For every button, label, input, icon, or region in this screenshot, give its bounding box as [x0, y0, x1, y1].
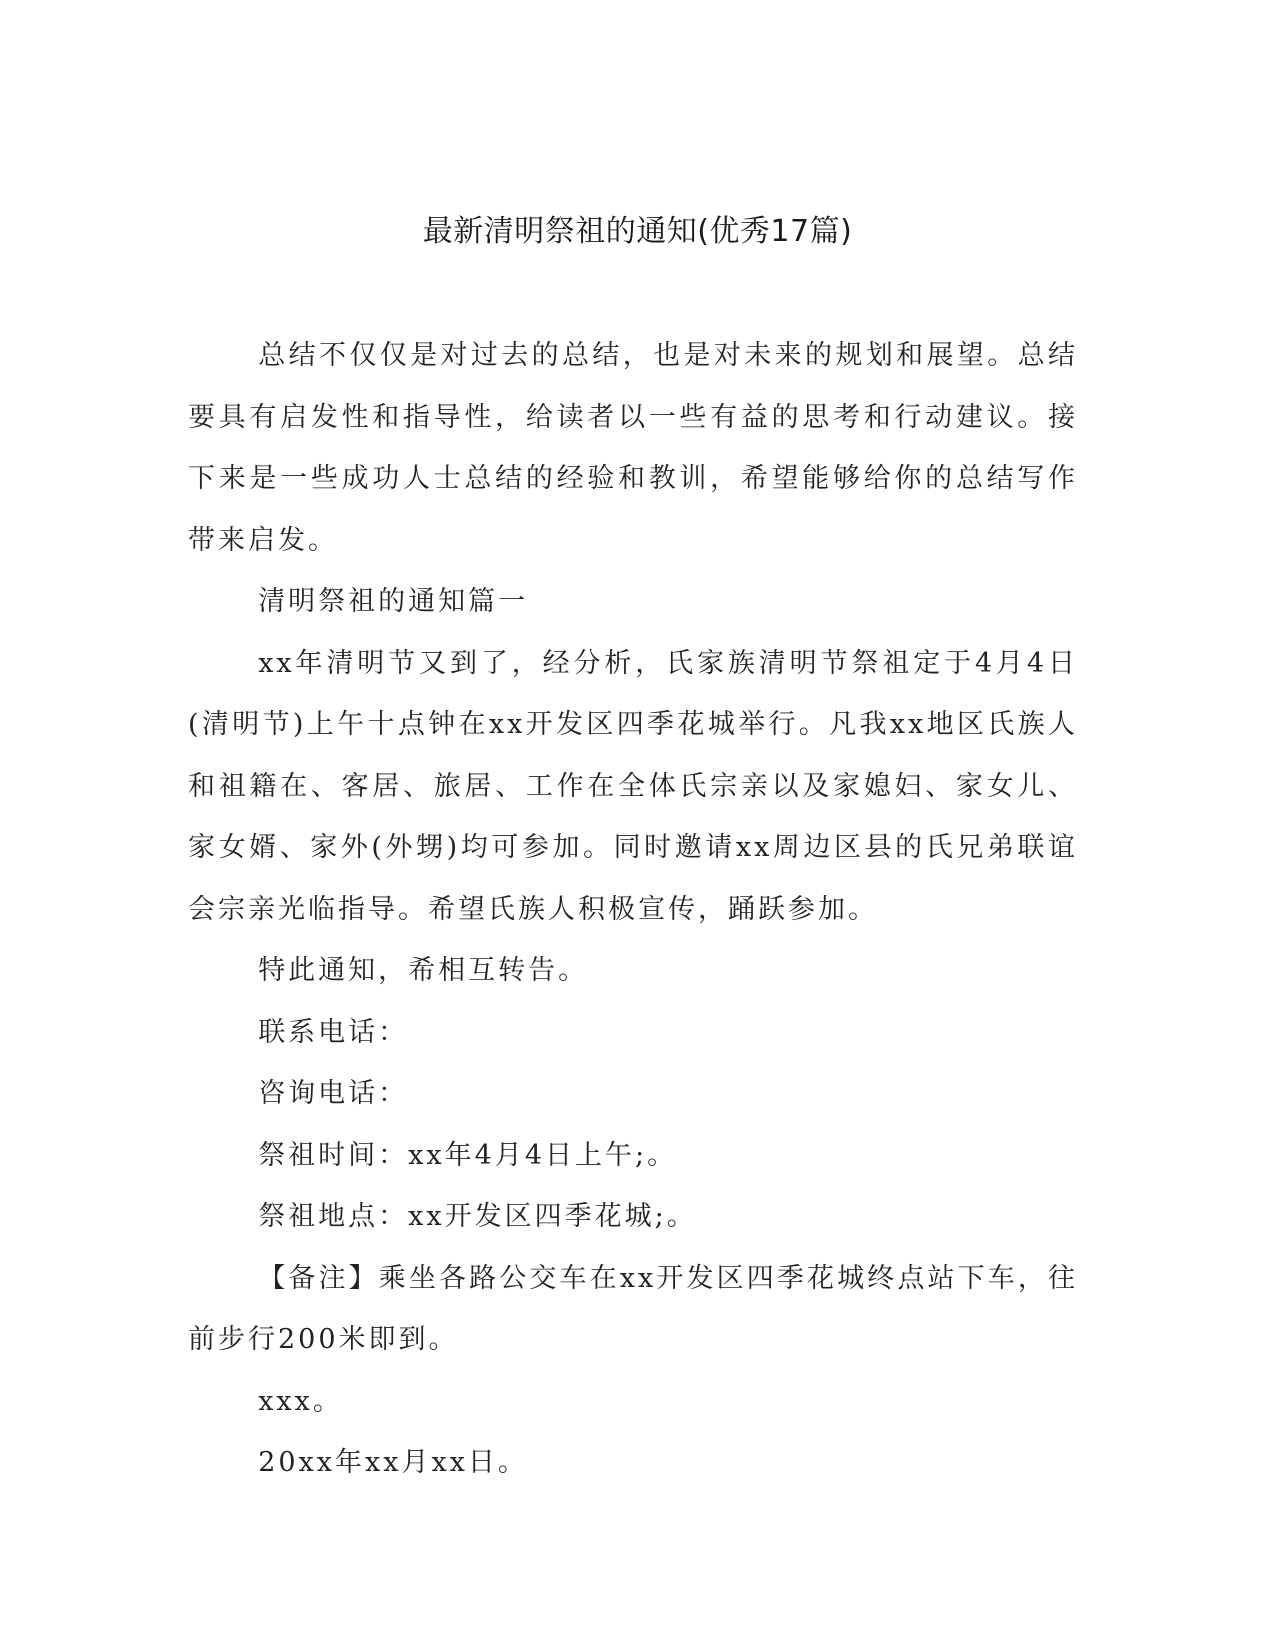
section-heading: 清明祭祖的通知篇一 [258, 586, 529, 617]
notice-closing: 特此通知，希相互转告。 [258, 955, 589, 986]
date-line: 20xx年xx月xx日。 [258, 1447, 528, 1478]
ceremony-time: 祭祖时间：xx年4月4日上午;。 [258, 1139, 678, 1171]
notice-paragraph: xx年清明节又到了，经分析，氏家族清明节祭祖定于4月4日(清明节)上午十点钟在xx开发区四季花城举行。凡我xx地区氏族人和祖籍在、客居、旅居、工作在全体氏宗亲以及家媳妇、家女儿、家女婿、家外(外甥)均可参加。同时邀请xx周边区县的氏兄弟联谊会宗亲光临指导。希望氏族人积极宣传，踊跃参加。 [188, 647, 1078, 925]
inquiry-phone: 咨询电话： [258, 1078, 409, 1109]
ceremony-location: 祭祖地点：xx开发区四季花城;。 [258, 1201, 697, 1232]
contact-phone: 联系电话： [258, 1016, 409, 1048]
document-body [188, 325, 1078, 1494]
signature: xxx。 [258, 1385, 343, 1417]
remarks-paragraph: 【备注】乘坐各路公交车在xx开发区四季花城终点站下车，往前步行200米即到。 [188, 1262, 1078, 1355]
document-title: 最新清明祭祖的通知(优秀17篇) [422, 214, 853, 249]
intro-paragraph: 总结不仅仅是对过去的总结，也是对未来的规划和展望。总结要具有启发性和指导性，给读者以一些有益的思考和行动建议。接下来是一些成功人士总结的经验和教训，希望能够给你的总结写作带来启发。 [188, 340, 1078, 556]
